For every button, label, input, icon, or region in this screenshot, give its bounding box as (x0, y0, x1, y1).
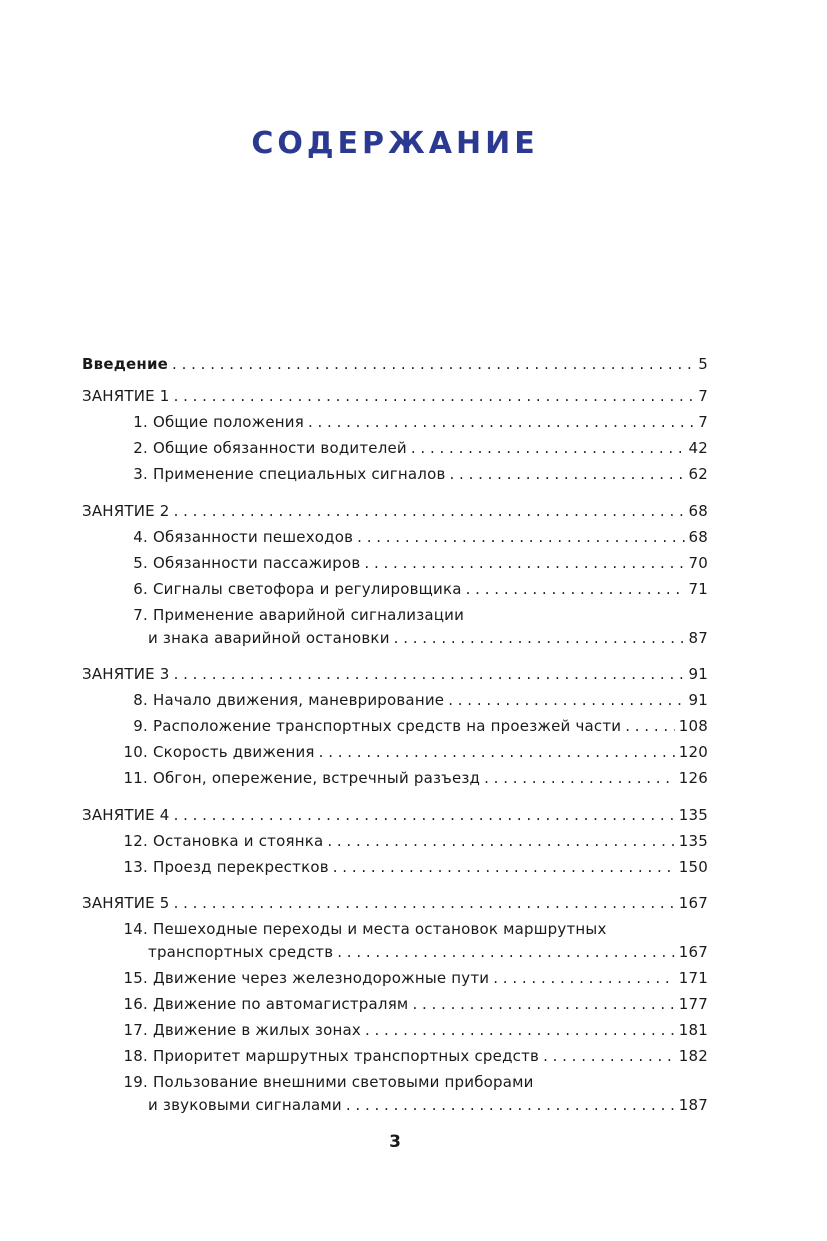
leader-dots (625, 716, 675, 736)
leader-dots (327, 831, 674, 851)
toc-entry-page: 177 (678, 995, 708, 1013)
toc-entry-title: Приоритет маршрутных транспортных средств (152, 1047, 540, 1065)
leader-dots (174, 664, 685, 684)
toc-entry-page: 182 (678, 1047, 708, 1065)
toc-entry-page: 91 (688, 691, 708, 709)
toc-entry-number: 14. (123, 920, 148, 938)
toc-entry-title: Движение по автомагистралям (152, 995, 409, 1013)
leader-dots (450, 464, 685, 484)
leader-dots (412, 994, 674, 1014)
toc-entry-2[interactable] (118, 434, 708, 458)
toc-entry-12[interactable] (118, 827, 708, 851)
toc-entry-title: Движение в жилых зонах (152, 1021, 361, 1039)
toc-entry-10[interactable] (118, 738, 708, 762)
leader-dots (466, 579, 685, 599)
toc-entry-number: 7. (133, 606, 148, 624)
toc-entry-title: Общие положения (152, 413, 304, 431)
leader-dots (357, 527, 684, 547)
toc-entry-page: 5 (698, 355, 708, 373)
toc-entry-number: 6. (133, 580, 148, 598)
toc-entry-number: 11. (123, 769, 148, 787)
toc-entry-number: 10. (123, 743, 148, 761)
toc-entry-page: 120 (678, 743, 708, 761)
toc-entry-17[interactable] (118, 1016, 708, 1040)
toc-entry-page: 135 (678, 832, 708, 850)
leader-dots (174, 501, 685, 521)
toc-entry-page: 71 (688, 580, 708, 598)
toc-entry-title: ЗАНЯТИЕ 3 (82, 665, 170, 683)
toc-entry-number: 8. (133, 691, 148, 709)
toc-entry-7[interactable] (118, 601, 708, 625)
toc-entry-page: 7 (698, 387, 708, 405)
leader-dots (172, 354, 694, 374)
toc-entry-title: Применение специальных сигналов (152, 465, 446, 483)
page-number: 3 (389, 1132, 401, 1152)
leader-dots (346, 1095, 675, 1115)
toc-entry-title: Пользование внешними световыми приборами (152, 1073, 534, 1091)
toc-entry-page: 187 (678, 1096, 708, 1114)
leader-dots (337, 942, 675, 962)
toc-entry-page: 135 (678, 806, 708, 824)
toc-entry-title: Начало движения, маневрирование (152, 691, 445, 709)
toc-entry-title: Обязанности пассажиров (152, 554, 361, 572)
toc-entry-number: 16. (123, 995, 148, 1013)
leader-dots (174, 386, 695, 406)
toc-entry-page: 68 (688, 502, 708, 520)
leader-dots (411, 438, 685, 458)
toc-entry-page: 108 (678, 717, 708, 735)
toc-entry-page: 126 (678, 769, 708, 787)
toc-entry-16[interactable] (118, 990, 708, 1014)
toc-entry-page: 62 (688, 465, 708, 483)
leader-dots (319, 742, 675, 762)
leader-dots (448, 690, 684, 710)
toc-entry-title: ЗАНЯТИЕ 2 (82, 502, 170, 520)
page-title: СОДЕРЖАНИЕ (251, 126, 539, 161)
toc-entry-page: 70 (688, 554, 708, 572)
toc-entry-number: 12. (123, 832, 148, 850)
toc-entry-8[interactable] (118, 686, 708, 710)
toc-entry-18[interactable] (118, 1042, 708, 1066)
toc-entry-11[interactable] (118, 764, 708, 788)
toc-entry-number: 18. (123, 1047, 148, 1065)
toc-section-lesson-5[interactable] (82, 889, 708, 913)
toc-entry-title: Проезд перекрестков (152, 858, 329, 876)
toc-section-lesson-3[interactable] (82, 660, 708, 684)
leader-dots (543, 1046, 675, 1066)
toc-entry-title: Остановка и стоянка (152, 832, 324, 850)
leader-dots (174, 893, 675, 913)
toc-entry-title-continued: транспортных средств (148, 943, 334, 961)
toc-entry-7-continued[interactable] (148, 624, 708, 648)
toc-entry-page: 171 (678, 969, 708, 987)
toc-entry-number: 13. (123, 858, 148, 876)
toc-entry-number: 4. (133, 528, 148, 546)
toc-entry-title: ЗАНЯТИЕ 4 (82, 806, 170, 824)
toc-entry-number: 15. (123, 969, 148, 987)
toc-entry-title: ЗАНЯТИЕ 1 (82, 387, 170, 405)
toc-entry-title-continued: и звуковыми сигналами (148, 1096, 342, 1114)
toc-section-lesson-4[interactable] (82, 801, 708, 825)
toc-entry-title: ЗАНЯТИЕ 5 (82, 894, 170, 912)
leader-dots (394, 628, 685, 648)
toc-entry-title: Применение аварийной сигнализации (152, 606, 465, 624)
toc-entry-title: Расположение транспортных средств на проезжей части (152, 717, 622, 735)
leader-dots (174, 805, 675, 825)
toc-entry-3[interactable] (118, 460, 708, 484)
toc-entry-15[interactable] (118, 964, 708, 988)
leader-dots (364, 553, 684, 573)
toc-entry-introduction[interactable] (82, 350, 708, 374)
leader-dots (333, 857, 675, 877)
toc-entry-page: 167 (678, 943, 708, 961)
toc-entry-page: 181 (678, 1021, 708, 1039)
toc-section-lesson-1[interactable] (82, 382, 708, 406)
toc-entry-19-continued[interactable] (148, 1091, 708, 1115)
toc-entry-9[interactable] (118, 712, 708, 736)
leader-dots (308, 412, 694, 432)
toc-entry-page: 87 (688, 629, 708, 647)
toc-entry-number: 2. (133, 439, 148, 457)
toc-entry-number: 17. (123, 1021, 148, 1039)
toc-entry-number: 1. (133, 413, 148, 431)
toc-entry-6[interactable] (118, 575, 708, 599)
leader-dots (365, 1020, 675, 1040)
toc-entry-page: 167 (678, 894, 708, 912)
toc-entry-page: 150 (678, 858, 708, 876)
toc-entry-14-continued[interactable] (148, 938, 708, 962)
toc-entry-title: Общие обязанности водителей (152, 439, 407, 457)
toc-entry-page: 42 (688, 439, 708, 457)
toc-entry-title-continued: и знака аварийной остановки (148, 629, 390, 647)
toc-entry-title: Введение (82, 355, 169, 373)
toc-entry-title: Пешеходные переходы и места остановок маршрутных (152, 920, 607, 938)
toc-entry-4[interactable] (118, 523, 708, 547)
toc-entry-13[interactable] (118, 853, 708, 877)
toc-entry-number: 3. (133, 465, 148, 483)
toc-entry-5[interactable] (118, 549, 708, 573)
toc-entry-number: 9. (133, 717, 148, 735)
toc-entry-1[interactable] (118, 408, 708, 432)
toc-entry-title: Движение через железнодорожные пути (152, 969, 490, 987)
toc-entry-19[interactable] (118, 1068, 708, 1092)
toc-entry-title: Сигналы светофора и регулировщика (152, 580, 462, 598)
toc-entry-page: 91 (688, 665, 708, 683)
toc-entry-title: Скорость движения (152, 743, 315, 761)
toc-entry-page: 7 (698, 413, 708, 431)
leader-dots (484, 768, 675, 788)
leader-dots (493, 968, 675, 988)
toc-entry-page: 68 (688, 528, 708, 546)
toc-entry-14[interactable] (118, 915, 708, 939)
toc-entry-title: Обгон, опережение, встречный разъезд (152, 769, 481, 787)
toc-section-lesson-2[interactable] (82, 497, 708, 521)
toc-entry-number: 19. (123, 1073, 148, 1091)
toc-entry-number: 5. (133, 554, 148, 572)
toc-entry-title: Обязанности пешеходов (152, 528, 354, 546)
